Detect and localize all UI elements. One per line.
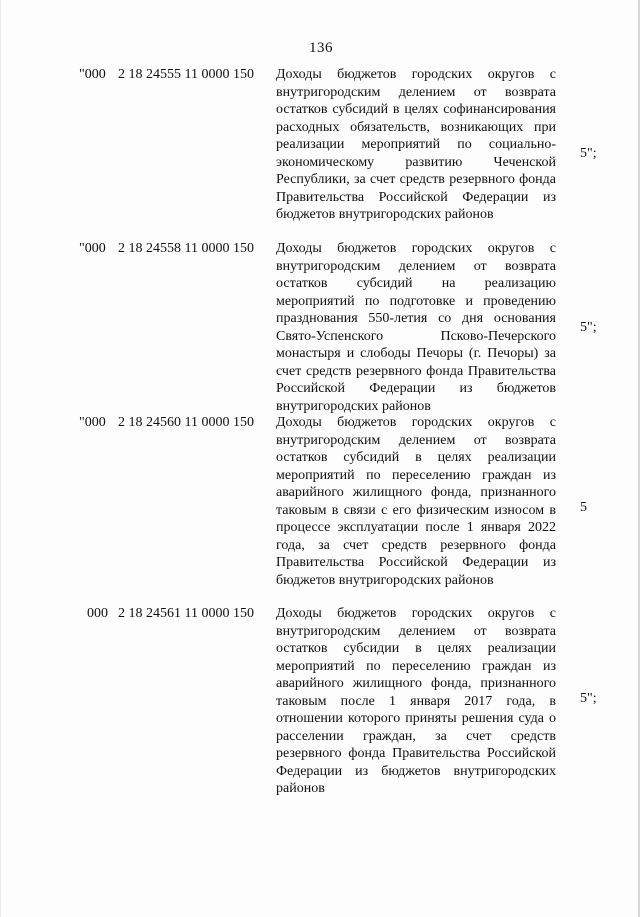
admin-code: "000	[79, 241, 106, 256]
admin-code: 000	[87, 606, 108, 621]
revenue-description: Доходы бюджетов городских округов с внутригородским делением от возврата остатков субсидий в целях реализации мероприятий по переселению граждан из аварийного жилищного фонда, признанного таковым в связи с его физическим износом в процессе эксплуатации после 1 января 2022 года, за счет средств резервного фонда Правительства Российской Федерации из бюджетов внутригородских районов	[276, 415, 556, 588]
admin-code: "000	[79, 415, 106, 430]
amount-cell: 5	[580, 500, 587, 515]
budget-classification-code: 2 18 24555 11 0000 150	[118, 67, 254, 82]
amount-cell: 5";	[580, 320, 597, 335]
budget-classification-code: 2 18 24558 11 0000 150	[118, 241, 254, 256]
revenue-description: Доходы бюджетов городских округов с внутригородским делением от возврата остатков субсидий в целях софинансирования расходных обязательств, возникающих при реализации мероприятий по социально-экономическому развитию Чеченской Республики, за счет средств резервного фонда Правительства Российской Федерации из бюджетов внутригородских районов	[276, 67, 556, 222]
budget-classification-code: 2 18 24560 11 0000 150	[118, 415, 254, 430]
amount-cell: 5";	[580, 146, 597, 161]
revenue-description: Доходы бюджетов городских округов с внутригородским делением от возврата остатков субсидий на реализацию мероприятий по подготовке и проведению празднования 550-летия со дня основания Свято-Успенского Псково-Печерского монастыря и слободы Печоры (г. Печоры) за счет средств резервного фонда Правительства Российской Федерации из бюджетов внутригородских районов	[276, 241, 556, 414]
admin-code: "000	[79, 67, 106, 82]
budget-classification-code: 2 18 24561 11 0000 150	[118, 606, 254, 621]
amount-cell: 5";	[580, 691, 597, 706]
revenue-description: Доходы бюджетов городских округов с внутригородским делением от возврата остатков субсидии в целях реализации мероприятий по переселению граждан из аварийного жилищного фонда, признанного таковым после 1 января 2017 года, в отношении которого приняты решения суда о расселении граждан, за счет средств резервного фонда Правительства Российской Федерации из бюджетов внутригородских районов	[276, 606, 556, 796]
page-number: 136	[309, 40, 333, 56]
